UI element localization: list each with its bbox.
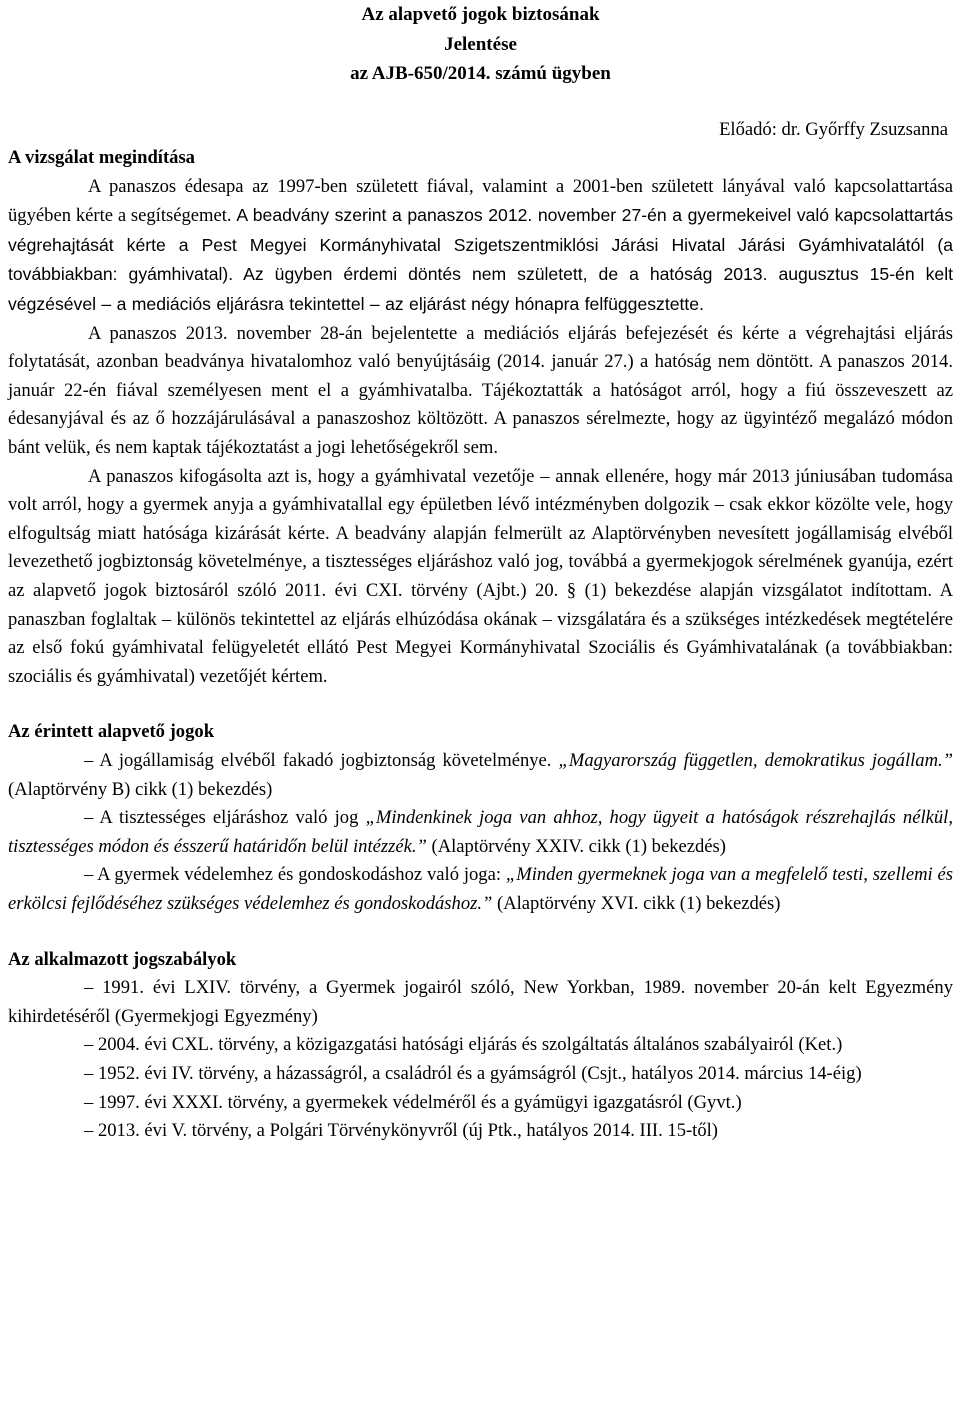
law-item: – 2004. évi CXL. törvény, a közigazgatási hatósági eljárás és szolgáltatás általános szabályairól (Ket.) bbox=[84, 1034, 843, 1056]
rights-item-lead: – A jogállamiság elvéből fakadó jogbiztonság követelménye. bbox=[84, 749, 559, 771]
title-line-3: az AJB-650/2014. számú ügyben bbox=[350, 63, 611, 84]
rights-item-quote: „Magyarország független, demokratikus jogállam.” bbox=[558, 749, 954, 771]
rights-item-lead: – A tisztességes eljáráshoz való jog bbox=[84, 807, 366, 829]
title-line-2: Jelentése bbox=[444, 33, 517, 55]
law-item: – 2013. évi V. törvény, a Polgári Törvénykönyvről (új Ptk., hatályos 2014. III. 15-től) bbox=[84, 1120, 719, 1142]
rights-item-source: (Alaptörvény XXIV. cikk (1) bekezdés) bbox=[426, 835, 726, 857]
presenter: Előadó: dr. Győrffy Zsuzsanna bbox=[719, 118, 948, 140]
law-item: – 1952. évi IV. törvény, a házasságról, a családról és a gyámságról (Csjt., hatályos 2014. március 14-éig) bbox=[84, 1062, 862, 1084]
rights-item-source: (Alaptörvény B) cikk (1) bekezdés) bbox=[8, 778, 273, 800]
paragraph-3: A panaszos kifogásolta azt is, hogy a gyámhivatal vezetője – annak ellenére, hogy már 2013 júniusában tudomása volt arról, hogy a gyermek anyja a gyámhivatallal egy épületben lévő intézményben dolgozik – csak ekkor közölte vele, hogy elfogultság miatt hatósága kizárását kérte. A beadvány alapján felmerült az Alaptörvényben nevesített jogállamiság elvéből levezethető jogbiztonság követelménye, a tisztességes eljáráshoz való jog, továbbá a gyermekjogok sérelmének gyanúja, ezért az alapvető jogok biztosáról szóló 2011. évi CXI. törvény (Ajbt.) 20. § (1) bekezdése alapján vizsgálatot indítottam. A panaszban foglaltak – különös tekintettel az eljárás elhúzódása okának – vizsgálatára és a szükséges intézkedések megtételére az első fokú gyámhivatal felügyeletét ellátó Pest Megyei Kormányhivatal Szociális és Gyámhivatalának (a továbbiakban: szociális és gyámhivatal) vezetőjét kértem. bbox=[8, 465, 953, 687]
section-heading-laws: Az alkalmazott jogszabályok bbox=[8, 948, 237, 970]
section-heading-investigation: A vizsgálat megindítása bbox=[8, 147, 195, 169]
rights-item bbox=[8, 747, 953, 804]
paragraph-2: A panaszos 2013. november 28-án bejelentette a mediációs eljárás befejezését és kérte a végrehajtási eljárás folytatását, azonban beadványa hivatalomhoz való benyújtásáig (2014. január 27.) a hatóság nem döntött. A panaszos 2014. január 22-én fiával személyesen ment el a gyámhivatalba. Tájékoztatták a hatóságot arról, hogy a fiú összeveszett az édesanyjával és az ő hozzájárulásával a panaszoshoz költözött. A panaszos sérelmezte, hogy az ügyintéző megalázó módon bánt velük, és nem kaptak tájékoztatást a jogi lehetőségekről sem. bbox=[8, 322, 953, 459]
rights-item-lead: – A gyermek védelemhez és gondoskodáshoz való joga: bbox=[84, 864, 506, 886]
rights-item-quote: „Minden gyermeknek joga van a megfelelő testi, szellemi és erkölcsi fejlődéséhez szükséges védelemhez és gondoskodáshoz.” bbox=[8, 864, 953, 914]
section-heading-rights: Az érintett alapvető jogok bbox=[8, 721, 215, 743]
rights-item bbox=[8, 861, 953, 918]
rights-item-source: (Alaptörvény XVI. cikk (1) bekezdés) bbox=[492, 892, 781, 914]
rights-item bbox=[8, 804, 953, 861]
paragraph-1-part-b: A beadvány szerint a panaszos 2012. november 27-én a gyermekeivel való kapcsolattartás végrehajtását kérte a Pest Megyei Kormányhivatal Szigetszentmiklósi Járási Hivatal Járási Gyámhivatalától (a továbbiakban: gyámhivatal). Az ügyben érdemi döntés nem született, de a hatóság 2013. augusztus 15-én kelt végzésével – a mediációs eljárásra tekintettel – az eljárást négy hónapra felfüggesztette. bbox=[8, 205, 953, 315]
law-item: – 1991. évi LXIV. törvény, a Gyermek jogairól szóló, New Yorkban, 1989. november 20-án kelt Egyezmény kihirdetéséről (Gyermekjogi Egyezmény) bbox=[8, 977, 953, 1027]
title-line-1: Az alapvető jogok biztosának bbox=[361, 4, 600, 25]
report-title bbox=[8, 0, 953, 89]
law-item: – 1997. évi XXXI. törvény, a gyermekek védelméről és a gyámügyi igazgatásról (Gyvt.) bbox=[84, 1091, 742, 1113]
rights-item-quote: „Mindenkinek joga van ahhoz, hogy ügyeit a hatóságok részrehajlás nélkül, tisztességes módon és ésszerű határidőn belül intézzék.” bbox=[8, 807, 953, 857]
paragraph-1 bbox=[8, 173, 953, 320]
paragraph-1-part-a: A panaszos édesapa az 1997-ben született fiával, valamint a 2001-ben született lányával való kapcsolattartása ügyében kérte a segítségemet. bbox=[8, 175, 953, 227]
